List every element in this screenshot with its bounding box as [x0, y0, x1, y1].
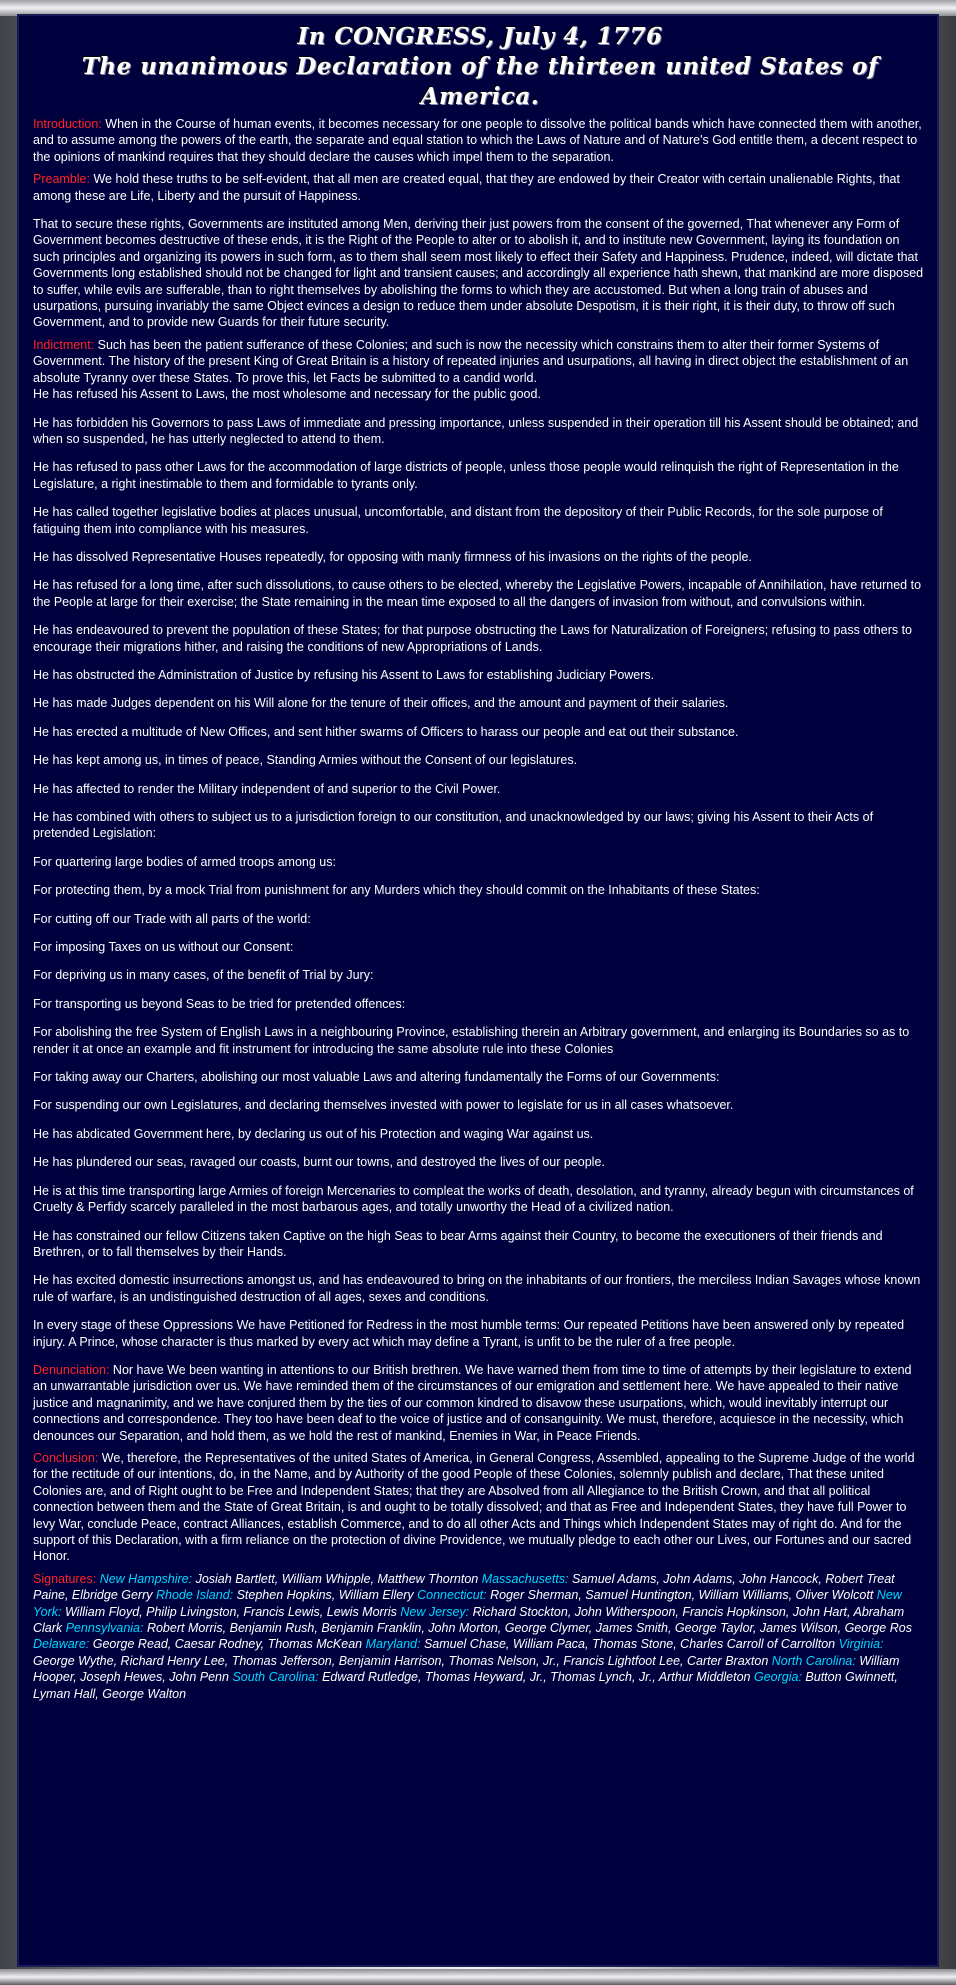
indictment-text-b: He has refused his Assent to Laws, the most wholesome and necessary for the public good.: [33, 387, 541, 402]
grievance-item: For suspending our own Legislatures, and declaring themselves invested with power to legislate for us in all cases whatsoever.: [33, 1098, 734, 1113]
introduction-text: When in the Course of human events, it becomes necessary for one people to dissolve the political bands which have connected them with another, and to assume among the powers of the earth, the separate and equal station to which the Laws of Nature and of Nature's God entitle them, a decent respect to the opinions of mankind requires that they should declare the causes which impel them to the separation.: [33, 117, 922, 164]
signature-names: William Hooper, Joseph Hewes, John Penn: [33, 1653, 900, 1685]
indictment-label: Indictment:: [33, 337, 95, 352]
grievance-item: He has excited domestic insurrections amongst us, and has endeavoured to bring on the inhabitants of our frontiers, the merciless Indian Savages whose known rule of warfare, is an undistinguished destruction of all ages, sexes and conditions.: [33, 1273, 921, 1304]
grievance-item: For depriving us in many cases, of the benefit of Trial by Jury:: [33, 968, 374, 983]
grievance-item: For taking away our Charters, abolishing our most valuable Laws and altering fundamentally the Forms of our Governments:: [33, 1070, 720, 1085]
signatures-paragraph: [33, 1571, 927, 1702]
indictment-paragraph: [33, 337, 927, 403]
signature-state: Rhode Island:: [152, 1588, 234, 1603]
signature-state: Delaware:: [33, 1637, 90, 1652]
grievance-item: For cutting off our Trade with all parts of the world:: [33, 911, 311, 926]
grievance-item: He has abdicated Government here, by declaring us out of his Protection and waging War against us.: [33, 1126, 594, 1141]
denunciation-label: Denunciation:: [33, 1362, 110, 1377]
grievance-item: He has plundered our seas, ravaged our coasts, burnt our towns, and destroyed the lives of our people.: [33, 1155, 605, 1170]
signature-names: Josiah Bartlett, William Whipple, Matthew Thornton: [192, 1571, 479, 1586]
grievance-item: He has made Judges dependent on his Will alone for the tenure of their offices, and the amount and payment of their salaries.: [33, 696, 729, 711]
signature-names: Robert Morris, Benjamin Rush, Benjamin Franklin, John Morton, George Clymer, James Smith, George Taylor, James Wilson, George Ros: [143, 1621, 912, 1636]
grievance-item: He is at this time transporting large Armies of foreign Mercenaries to compleat the works of death, desolation, and tyranny, already begun with circumstances of Cruelty & Perfidy scarcely paralleled in the most barbarous ages, and totally unworthy the Head of a civilized nation.: [33, 1183, 914, 1215]
grievance-item: He has dissolved Representative Houses repeatedly, for opposing with manly firmness of his invasions on the rights of the people.: [33, 549, 752, 564]
denunciation-text: Nor have We been wanting in attentions to our British brethren. We have warned them from time to time of attempts by their legislature to extend an unwarrantable jurisdiction over us. We have reminded them of the circumstances of our emigration and settlement here. We have appealed to their native justice and magnanimity, and we have conjured them by the ties of our common kindred to disavow these usurpations, which, would inevitably interrupt our connections and correspondence. They too have been deaf to the voice of justice and of consanguinity. We must, therefore, acquiesce in the necessity, which denounces our Separation, and hold them, as we hold the rest of mankind, Enemies in War, in Peace Friends.: [33, 1362, 912, 1443]
grievance-item: For protecting them, by a mock Trial from punishment for any Murders which they should commit on the Inhabitants of these States:: [33, 883, 760, 898]
page-title: In CONGRESS, July 4, 1776: [297, 23, 663, 50]
grievances-list: [33, 415, 927, 1350]
signature-state: Maryland:: [362, 1637, 421, 1652]
page-subtitle: The unanimous Declaration of the thirteen united States of America.: [81, 53, 879, 110]
grievance-item: He has refused for a long time, after such dissolutions, to cause others to be elected, whereby the Legislative Powers, incapable of Annihilation, have returned to the People at large for their exercise; the State remaining in the mean time exposed to all the dangers of invasion from without, and convulsions within.: [33, 578, 922, 609]
signature-state: Pennsylvania:: [62, 1621, 144, 1636]
signature-state: North Carolina:: [768, 1653, 856, 1668]
grievance-item: He has combined with others to subject us to a jurisdiction foreign to our constitution, and unacknowledged by our laws; giving his Assent to their Acts of pretended Legislation:: [33, 810, 874, 841]
signature-state: New Hampshire:: [96, 1571, 193, 1586]
grievance-item: For abolishing the free System of English Laws in a neighbouring Province, establishing therein an Arbitrary government, and enlarging its Boundaries so as to render it at once an example and fit instrument for introducing the same absolute rule into these Colonies: [33, 1025, 910, 1056]
preamble-text: We hold these truths to be self-evident, that all men are created equal, that they are endowed by their Creator with certain unalienable Rights, that among these are Life, Liberty and the pursuit of Happiness.: [33, 172, 900, 203]
signature-names: George Read, Caesar Rodney, Thomas McKean: [89, 1637, 363, 1652]
grievance-item: He has kept among us, in times of peace, Standing Armies without the Consent of our legislatures.: [33, 753, 578, 768]
signature-names: George Wythe, Richard Henry Lee, Thomas Jefferson, Benjamin Harrison, Thomas Nelson, Jr., Francis Lightfoot Lee, Carter Braxton: [33, 1653, 769, 1668]
signature-state: Virginia:: [835, 1637, 884, 1652]
grievance-item: He has erected a multitude of New Offices, and sent hither swarms of Officers to harass our people and eat out their substance.: [33, 724, 739, 739]
signature-state: New Jersey:: [396, 1604, 470, 1619]
grievance-item: For transporting us beyond Seas to be tried for pretended offences:: [33, 996, 406, 1011]
signatures-label: Signatures:: [33, 1571, 97, 1586]
signature-names: Edward Rutledge, Thomas Heyward, Jr., Thomas Lynch, Jr., Arthur Middleton: [318, 1670, 751, 1685]
conclusion-text: We, therefore, the Representatives of the united States of America, in General Congress, Assembled, appealing to the Supreme Judge of the world for the rectitude of our intentions, do, in the Name, and by Authority of the good People of these Colonies, solemnly publish and declare, That these united Colonies are, and of Right ought to be Free and Independent States; that they are Absolved from all Allegiance to the British Crown, and that all political connection between them and the State of Great Britain, is and ought to be totally dissolved; and that as Free and Independent States, they have full Power to levy War, conclude Peace, contract Alliances, establish Commerce, and to do all other Acts and Things which Independent States may of right do. And for the support of this Declaration, with a firm reliance on the protection of divine Providence, we mutually pledge to each other our Lives, our Fortunes and our sacred Honor.: [33, 1450, 915, 1564]
grievance-item: He has constrained our fellow Citizens taken Captive on the high Seas to bear Arms against their Country, to become the executioners of their friends and Brethren, or to fall themselves by their Hands.: [33, 1228, 883, 1259]
grievance-item: For quartering large bodies of armed troops among us:: [33, 854, 336, 869]
grievance-item: He has affected to render the Military independent of and superior to the Civil Power.: [33, 781, 501, 796]
grievance-item: He has called together legislative bodies at places unusual, uncomfortable, and distant from the depository of their Public Records, for the sole purpose of fatiguing them into compliance with his measures.: [33, 505, 883, 536]
grievance-item: He has forbidden his Governors to pass Laws of immediate and pressing importance, unless suspended in their operation till his Assent should be obtained; and when so suspended, he has utterly neglected to attend to them.: [33, 415, 919, 446]
signature-names: Richard Stockton, John Witherspoon, Francis Hopkinson, John Hart, Abraham Clark: [33, 1604, 905, 1636]
conclusion-paragraph: [33, 1450, 927, 1565]
grievance-item: He has refused to pass other Laws for the accommodation of large districts of people, unless those people would relinquish the right of Representation in the Legislature, a right inestimable to them and formidable to tyrants only.: [33, 460, 899, 491]
signature-state: Massachusetts:: [478, 1571, 569, 1586]
declaration-panel: [17, 14, 939, 1967]
signature-names: William Floyd, Philip Livingston, Francis Lewis, Lewis Morris: [61, 1604, 397, 1619]
preamble-paragraph-2: That to secure these rights, Governments are instituted among Men, deriving their just powers from the consent of the governed, That whenever any Form of Government becomes destructive of these ends, it is the Right of the People to alter or to abolish it, and to institute new Government, laying its foundation on such principles and organizing its powers in such form, as to them shall seem most likely to effect their Safety and Happiness. Prudence, indeed, will dictate that Governments long established should not be changed for light and transient causes; and accordingly all experience hath shewn, that mankind are more disposed to suffer, while evils are sufferable, than to right themselves by abolishing the forms to which they are accustomed. But when a long train of abuses and usurpations, pursuing invariably the same Object evinces a design to reduce them under absolute Despotism, it is their right, it is their duty, to throw off such Government, and to provide new Guards for their future security.: [33, 217, 924, 330]
introduction-paragraph: [33, 116, 927, 165]
preamble-paragraph: [33, 171, 927, 204]
indictment-text: Such has been the patient sufferance of these Colonies; and such is now the necessity which constrains them to alter their former Systems of Government. The history of the present King of Great Britain is a history of repeated injuries and usurpations, all having in direct object the establishment of an absolute Tyranny over these States. To prove this, let Facts be submitted to a candid world.: [33, 337, 909, 385]
preamble-label: Preamble:: [33, 172, 90, 187]
signature-state: Connecticut:: [413, 1588, 487, 1603]
signature-names: Samuel Adams, John Adams, John Hancock, Robert Treat Paine, Elbridge Gerry: [33, 1571, 895, 1603]
signature-names: Button Gwinnett, Lyman Hall, George Walton: [33, 1670, 898, 1701]
signature-names: Samuel Chase, William Paca, Thomas Stone, Charles Carroll of Carrollton: [420, 1637, 836, 1652]
conclusion-label: Conclusion:: [33, 1450, 99, 1465]
signature-state: Georgia:: [750, 1670, 802, 1685]
denunciation-paragraph: [33, 1362, 927, 1444]
introduction-label: Introduction:: [33, 117, 102, 131]
grievance-item: He has endeavoured to prevent the population of these States; for that purpose obstructing the Laws for Naturalization of Foreigners; refusing to pass others to encourage their migrations hither, and raising the conditions of new Appropriations of Lands.: [33, 623, 912, 654]
signature-names: Roger Sherman, Samuel Huntington, William Williams, Oliver Wolcott: [486, 1588, 874, 1603]
signature-state: New York:: [33, 1588, 902, 1619]
grievance-item: He has obstructed the Administration of Justice by refusing his Assent to Laws for establishing Judiciary Powers.: [33, 667, 655, 682]
grievance-item: For imposing Taxes on us without our Consent:: [33, 940, 294, 955]
signature-state: South Carolina:: [228, 1670, 319, 1685]
signature-names: Stephen Hopkins, William Ellery: [233, 1588, 414, 1603]
grievance-item: In every stage of these Oppressions We have Petitioned for Redress in the most humble terms: Our repeated Petitions have been answered only by repeated injury. A Prince, whose character is thus marked by every act which may define a Tyrant, is unfit to be the ruler of a free people.: [33, 1318, 905, 1349]
